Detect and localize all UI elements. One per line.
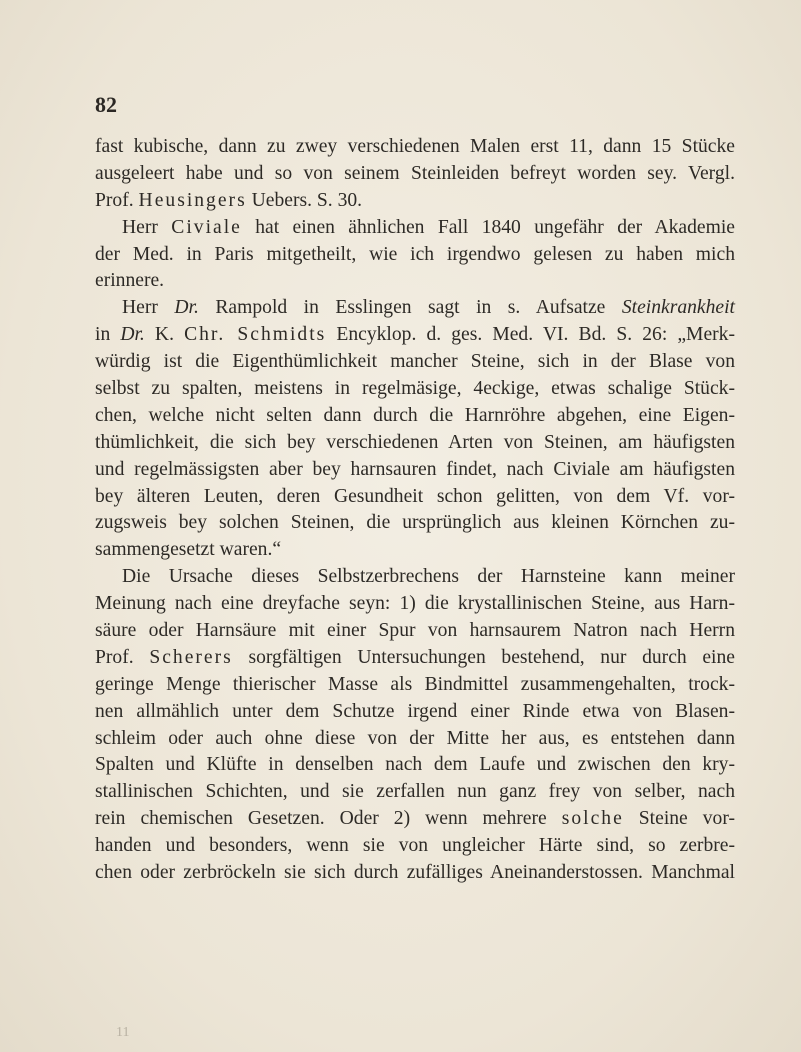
spaced-name: Heusingers bbox=[138, 189, 247, 211]
text-line: selbst zu spalten, meistens in regelmäsige, 4eckige, etwas schalige Stück- bbox=[95, 378, 735, 400]
text-run: Prof. bbox=[95, 646, 150, 668]
italic-text: Steinkrankheit bbox=[621, 297, 735, 319]
text-line: würdig ist die Eigenthümlichkeit mancher Steine, sich in der Blase von bbox=[95, 351, 735, 373]
text-line: nen allmählich unter dem Schutze irgend einer Rinde etwa von Blasen- bbox=[95, 700, 735, 722]
page-number: 82 bbox=[95, 92, 117, 117]
text-line bbox=[95, 295, 735, 322]
italic-text: Dr. bbox=[174, 297, 199, 319]
text-line: Meinung nach eine dreyfache seyn: 1) die krystallinischen Steine, aus Harn- bbox=[95, 593, 735, 615]
text-run: rein chemischen Gesetzen. Oder 2) wenn mehrere bbox=[95, 808, 562, 830]
text-line: der Med. in Paris mitgetheilt, wie ich irgendwo gelesen zu haben mich bbox=[95, 243, 735, 265]
body-text bbox=[95, 134, 735, 887]
text-line: chen, welche nicht selten dann durch die Harnröhre abgehen, eine Eigen- bbox=[95, 404, 735, 426]
text-line bbox=[95, 806, 735, 833]
text-line: stallinischen Schichten, und sie zerfallen nun ganz frey von selber, nach bbox=[95, 781, 735, 803]
spaced-name: Scherers bbox=[149, 646, 233, 668]
text-run: K. bbox=[144, 324, 185, 346]
text-run: sorgfältigen Untersuchungen bestehend, nur durch eine bbox=[232, 646, 735, 668]
spaced-name: Civiale bbox=[171, 216, 242, 238]
text-line: erinnere. bbox=[95, 270, 165, 292]
text-run: Steine vor- bbox=[623, 808, 735, 830]
text-run: Herr bbox=[122, 216, 172, 238]
text-line: Spalten und Klüfte in denselben nach dem Laufe und zwischen den kry- bbox=[95, 754, 735, 776]
text-run: hat einen ähnlichen Fall 1840 ungefähr der Akademie bbox=[241, 216, 736, 238]
text-line bbox=[95, 215, 735, 242]
text-line: fast kubische, dann zu zwey verschiedenen Malen erst 11, dann 15 Stücke bbox=[95, 136, 735, 157]
text-line: und regelmässigsten aber bey harnsauren findet, nach Civiale am häufigsten bbox=[95, 458, 735, 480]
text-line: zugsweis bey solchen Steinen, die ursprünglich aus kleinen Körnchen zu- bbox=[95, 512, 735, 534]
text-line: chen oder zerbröckeln sie sich durch zufälliges Aneinanderstossen. Manchmal bbox=[95, 862, 735, 884]
text-run: Prof. bbox=[95, 189, 139, 211]
text-line: schleim oder auch ohne diese von der Mitte her aus, es entstehen dann bbox=[95, 727, 735, 749]
text-line: geringe Menge thierischer Masse als Bindmittel zusammengehalten, trock- bbox=[95, 673, 735, 695]
text-line: handen und besonders, wenn sie von ungleicher Härte sind, so zerbre- bbox=[95, 835, 735, 857]
text-line bbox=[95, 645, 735, 672]
signature-mark: 11 bbox=[116, 1025, 130, 1040]
spaced-name: Chr. Schmidts bbox=[184, 324, 327, 346]
text-line: säure oder Harnsäure mit einer Spur von harnsaurem Natron nach Herrn bbox=[95, 620, 735, 642]
text-line: bey älteren Leuten, deren Gesundheit schon gelitten, von dem Vf. vor- bbox=[95, 485, 735, 507]
text-run: Uebers. S. 30. bbox=[246, 189, 363, 211]
text-run: Rampold in Esslingen sagt in s. Aufsatze bbox=[198, 297, 622, 319]
text-line: thümlichkeit, die sich bey verschiedenen Arten von Steinen, am häufigsten bbox=[95, 431, 735, 453]
text-run: in bbox=[95, 324, 121, 346]
text-line bbox=[95, 188, 735, 215]
italic-text: Dr. bbox=[120, 324, 145, 346]
text-run: Encyklop. d. ges. Med. VI. Bd. S. 26: „Merk- bbox=[326, 324, 736, 346]
text-line: sammengesetzt waren.“ bbox=[95, 539, 282, 561]
text-line: Die Ursache dieses Selbstzerbrechens der Harnsteine kann meiner bbox=[122, 566, 735, 588]
text-run: Herr bbox=[122, 297, 175, 319]
text-line: ausgeleert habe und so von seinem Steinleiden befreyt worden sey. Vergl. bbox=[95, 162, 735, 184]
text-line bbox=[95, 322, 735, 349]
spaced-name: solche bbox=[561, 808, 624, 830]
